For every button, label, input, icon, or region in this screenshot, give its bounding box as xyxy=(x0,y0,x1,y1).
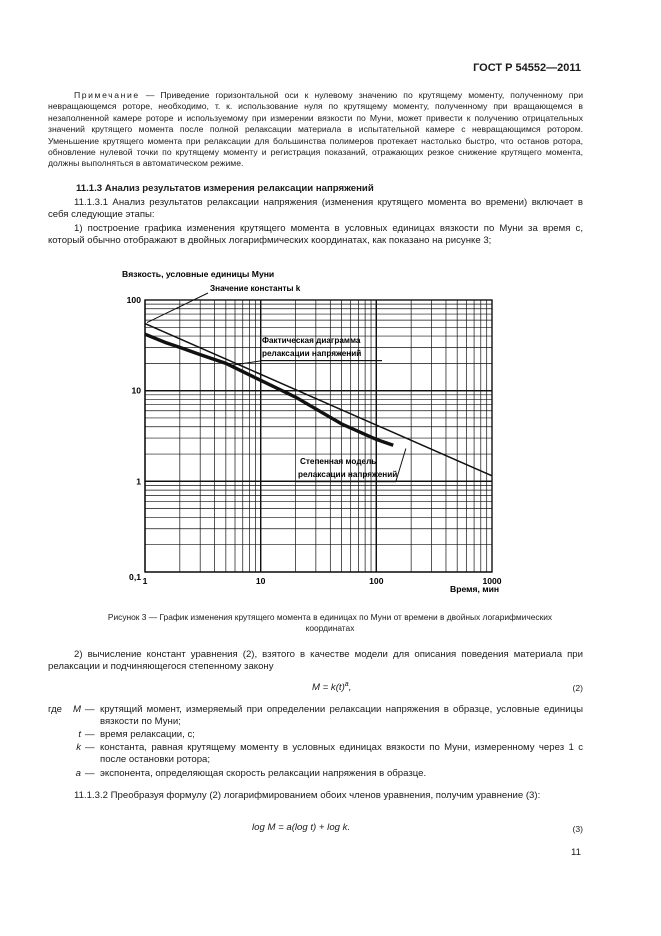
paragraph-step-1: 1) построение графика изменения крутящего момента в условных единицах вязкости по Муни за время с, который обычно отображают в двойных логарифмических координатах, как показано на рисунке 3; xyxy=(48,223,583,247)
def-text-t: время релаксации, с; xyxy=(100,729,195,740)
def-text-M: крутящий момент, измеряемый при определении релаксации напряжения в образце, условные единицы вязкости по Муни; xyxy=(100,704,583,728)
def-dash: — xyxy=(85,742,95,753)
equation-2-formula: $M = k(t)^a$, xyxy=(312,681,352,694)
y-axis-label: Вязкость, условные единицы Муни xyxy=(122,269,275,279)
def-term-k: k xyxy=(76,742,81,753)
figure-caption xyxy=(40,612,620,634)
def-dash: — xyxy=(85,704,95,715)
equation-3-formula: log M = a(log t) + log k. xyxy=(252,822,351,833)
note-text: — Приведение горизонтальной оси к нулевому значению по крутящему моменту, полученному при невращающемся роторе, необходимо, т. к. использование нуля по крутящему моменту, полученному при вращающемся в незаполненной камере роторе и используемому при измерении вязкости по Муни, может привести к получению отрицательных значений крутящего момента после полной релаксации материала в испытательной камере с невращающимся ротором. Уменьшение крутящего момента при релаксации для большинства полимеров протекает настолько быстро, что останов ротора, обновление нулевой точки по крутящему моменту и регистрация показаний, отражающих резкое снижение крутящего момента, должны выполняться в автоматическом режиме. xyxy=(48,90,583,169)
equation-2-number: (2) xyxy=(572,683,583,693)
y-tick-label: 1 xyxy=(136,476,141,487)
underline-model xyxy=(296,481,396,482)
paragraph-step-2: 2) вычисление констант уравнения (2), взятого в качестве модели для описания поведения материала при релаксации и подчиняющегося степенному закону xyxy=(48,649,583,673)
annotation-k-label: Значение константы k xyxy=(210,284,301,293)
def-text-a: экспонента, определяющая скорость релаксации напряжения в образце. xyxy=(100,768,427,779)
annotation-actual-line2: релаксации напряжений xyxy=(262,349,362,358)
paragraph-11-1-3-2: 11.1.3.2 Преобразуя формулу (2) логарифмированием обоих членов уравнения, получим уравнение (3): xyxy=(74,790,541,801)
equation-3-number: (3) xyxy=(572,824,583,834)
def-text-k: константа, равная крутящему моменту в условных единицах вязкости по Муни, измеренному через 1 с после остановки ротора; xyxy=(100,742,583,766)
definitions-list xyxy=(48,704,583,784)
def-dash: — xyxy=(85,729,95,740)
y-tick-label: 10 xyxy=(131,385,141,396)
y-tick-label: 100 xyxy=(126,295,141,305)
equation-3 xyxy=(252,822,350,833)
def-dash: — xyxy=(85,768,95,779)
note-label: Примечание xyxy=(74,90,140,100)
x-tick-label: 10 xyxy=(255,576,266,586)
figure-caption-line1: Рисунок 3 — График изменения крутящего момента в единицах по Муни от времени в двойных логарифмических xyxy=(107,612,553,622)
x-tick-label: 100 xyxy=(369,576,384,586)
def-term-t: t xyxy=(78,729,81,740)
standard-header: ГОСТ Р 54552—2011 xyxy=(473,62,581,74)
underline-actual xyxy=(260,360,382,361)
figure-caption-line2: координатах xyxy=(305,623,355,633)
def-term-a: a xyxy=(75,768,81,779)
def-term-M: M xyxy=(73,704,81,715)
paragraph-11-1-3-1: 11.1.3.1 Анализ результатов релаксации напряжения (изменения крутящего момента во времени) включает в себя следующие этапы: xyxy=(48,197,583,221)
x-tick-label: 1000 xyxy=(482,576,502,586)
note-paragraph xyxy=(48,90,583,170)
annotation-actual-line1: Фактическая диаграмма xyxy=(262,336,361,345)
annotation-model-line1: Степенная модель xyxy=(300,457,377,466)
x-tick-label: 1 xyxy=(142,576,148,586)
annotation-model-line2: релаксации напряжений xyxy=(298,470,398,479)
leader-k xyxy=(147,293,208,323)
y-tick-label: 0,1 xyxy=(129,572,141,582)
x-axis-label: Время, мин xyxy=(450,584,500,594)
where-label: где xyxy=(48,704,63,715)
leader-model xyxy=(396,449,406,481)
page-number: 11 xyxy=(571,847,581,858)
equation-2 xyxy=(312,681,351,693)
section-heading: 11.1.3 Анализ результатов измерения релаксации напряжений xyxy=(76,183,374,194)
relaxation-chart xyxy=(100,262,530,607)
